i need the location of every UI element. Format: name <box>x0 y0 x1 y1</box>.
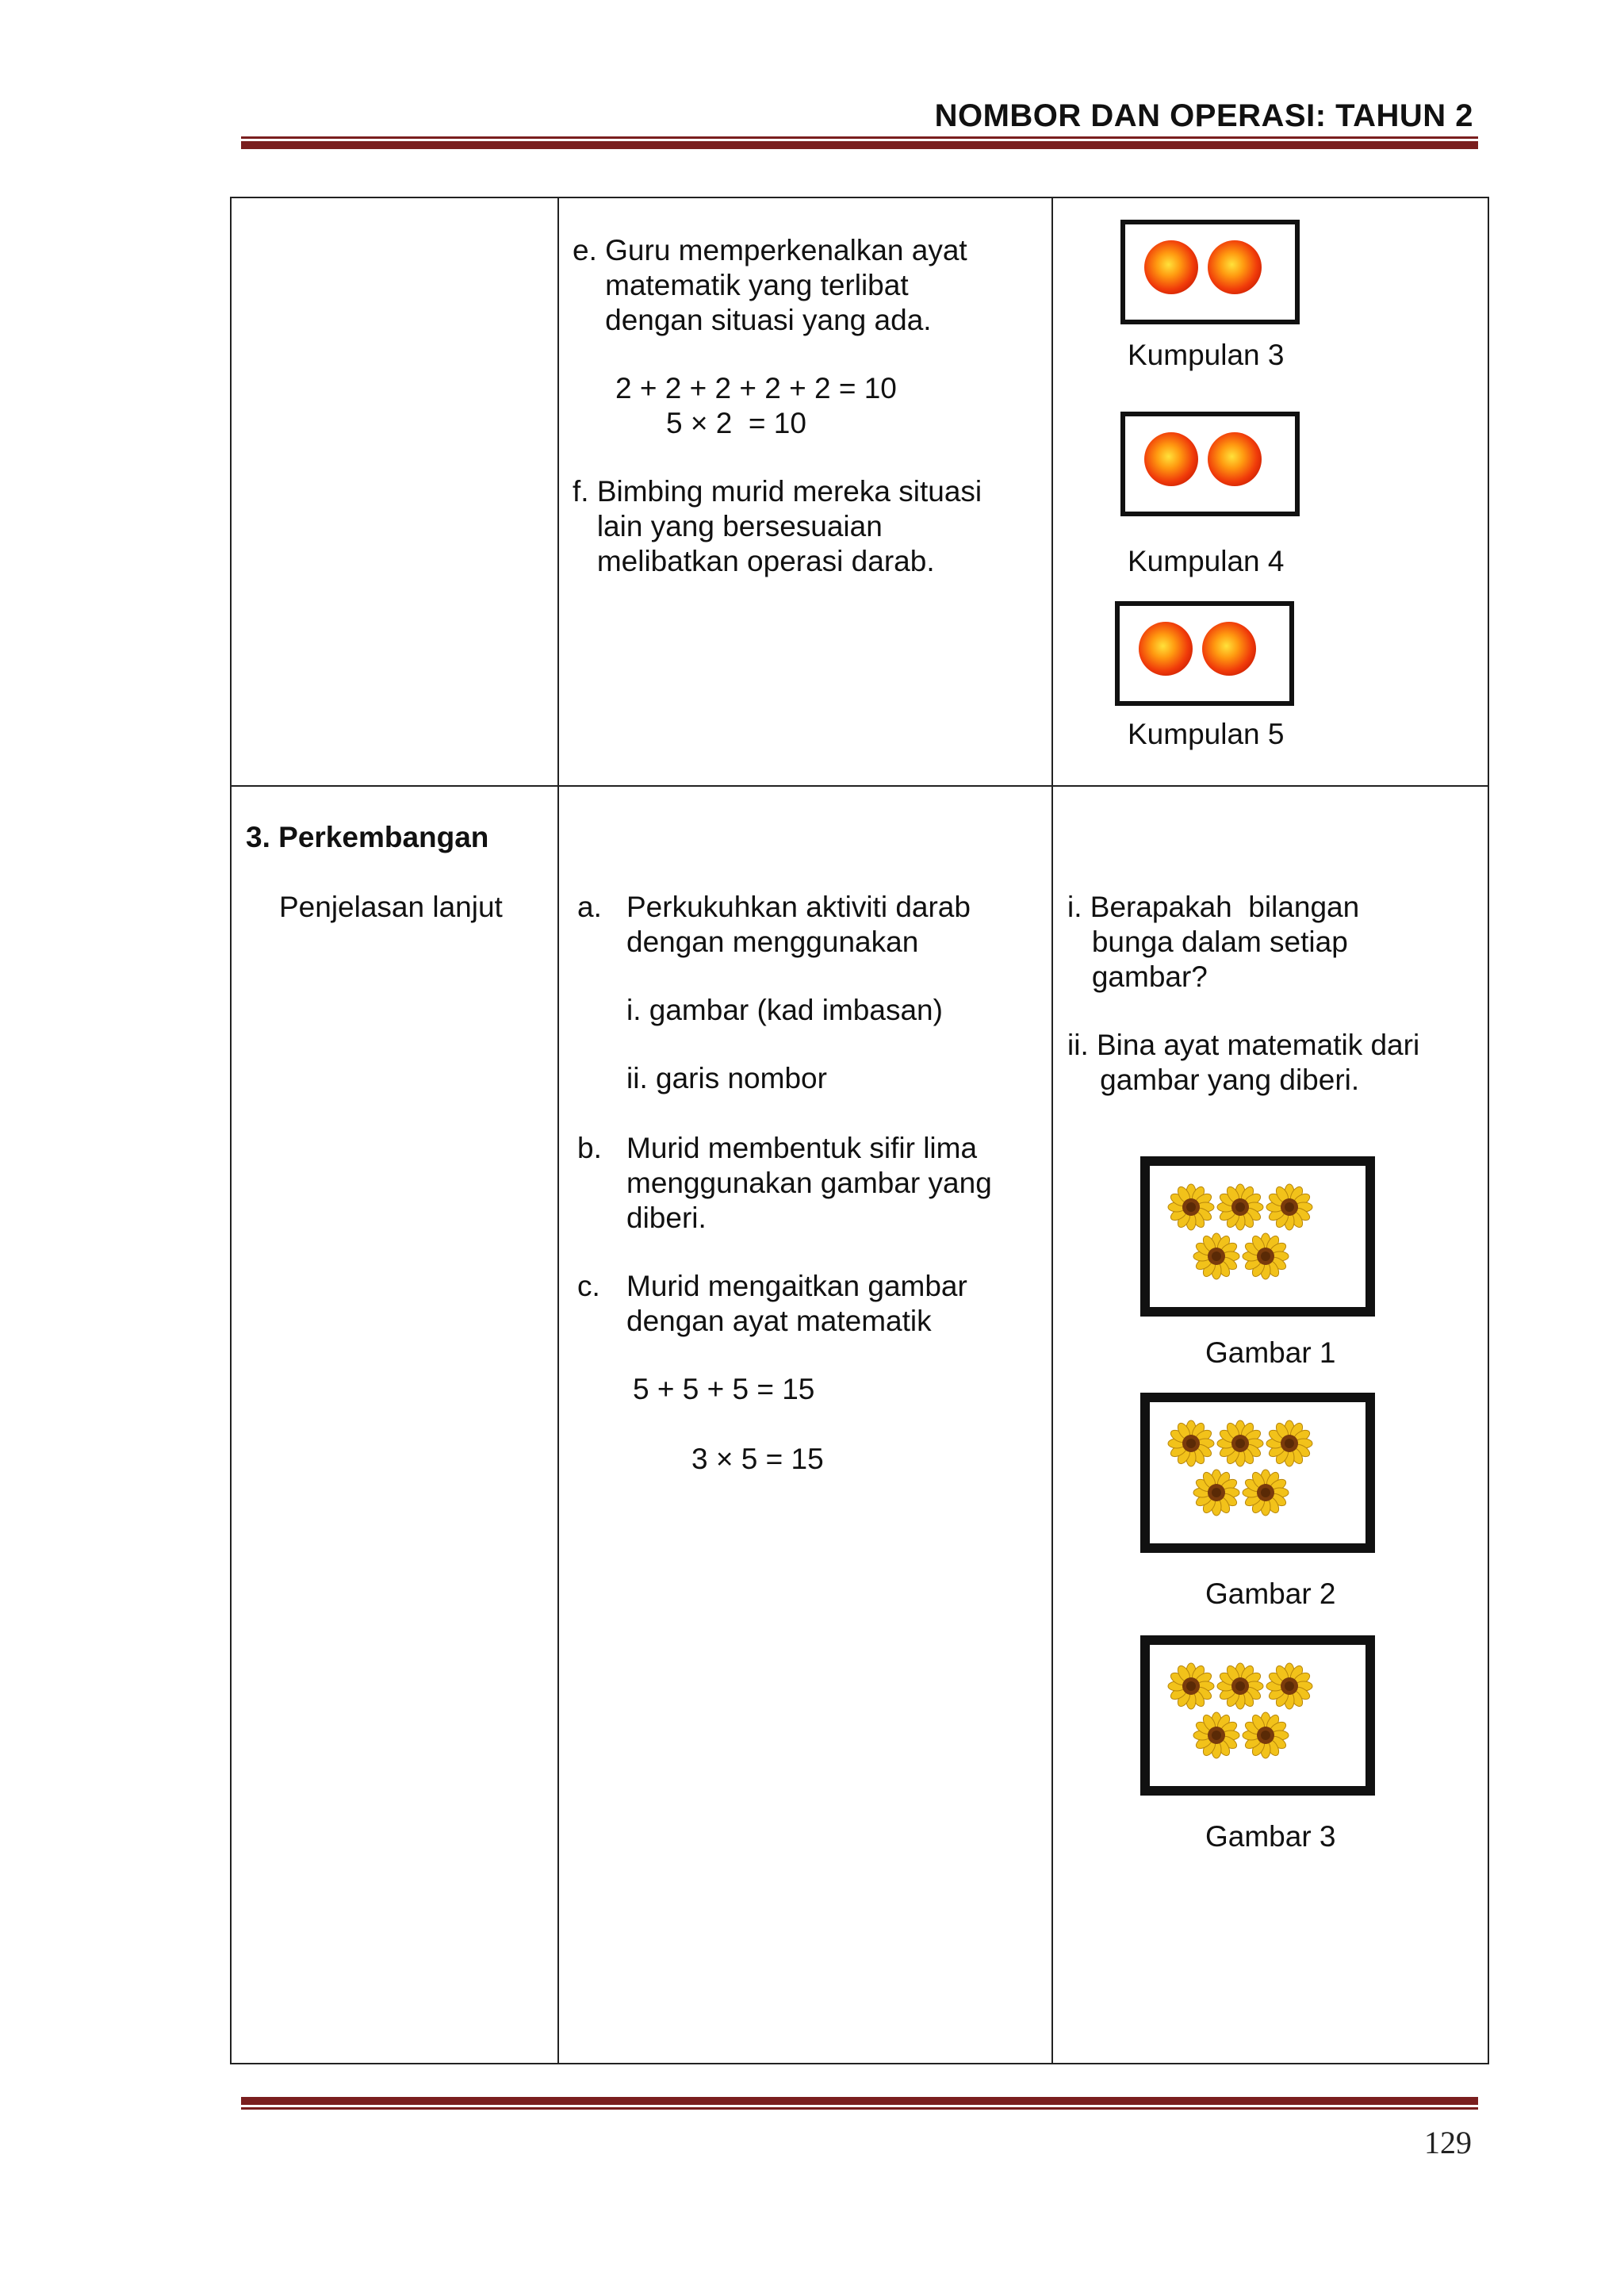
equation-five-multiplication: 3 × 5 = 15 <box>691 1443 824 1475</box>
step-b-line1: Murid membentuk sifir lima <box>626 1132 978 1164</box>
step-c-line1: Murid mengaitkan gambar <box>626 1270 967 1302</box>
sunflower-icon <box>1193 1232 1240 1280</box>
section-subheading: Penjelasan lanjut <box>279 891 503 923</box>
picture-3-frame <box>1140 1635 1375 1796</box>
sunflower-icon <box>1242 1232 1289 1280</box>
equation-five-addition: 5 + 5 + 5 = 15 <box>633 1373 815 1405</box>
sunflower-icon <box>1216 1662 1264 1710</box>
sunflower-icon <box>1216 1420 1264 1467</box>
sunflower-icon <box>1266 1420 1313 1467</box>
question-ii-line2: gambar yang diberi. <box>1067 1064 1360 1096</box>
step-e-line1: e. Guru memperkenalkan ayat <box>573 234 967 266</box>
column-divider-2 <box>1051 198 1053 2063</box>
group-3-box <box>1120 220 1300 324</box>
question-ii-line1: ii. Bina ayat matematik dari <box>1067 1029 1420 1061</box>
group-4-label: Kumpulan 4 <box>1128 545 1285 577</box>
footer-rule-thick <box>241 2097 1478 2105</box>
picture-1-label: Gambar 1 <box>1205 1336 1336 1369</box>
step-c-line2: dengan ayat matematik <box>626 1305 932 1337</box>
picture-3-label: Gambar 3 <box>1205 1820 1336 1853</box>
sunflower-icon <box>1266 1183 1313 1231</box>
footer-rule-thin <box>241 2107 1478 2110</box>
sunflower-icon <box>1167 1420 1215 1467</box>
picture-2-label: Gambar 2 <box>1205 1577 1336 1610</box>
row-divider <box>232 785 1488 787</box>
lesson-table <box>230 197 1489 2064</box>
column-divider-1 <box>557 198 559 2063</box>
sunflower-icon <box>1193 1469 1240 1516</box>
sunflower-icon <box>1216 1183 1264 1231</box>
group-3-label: Kumpulan 3 <box>1128 339 1285 371</box>
step-e-line2: matematik yang terlibat <box>573 269 909 301</box>
step-a-line2: dengan menggunakan <box>626 926 919 958</box>
sunflower-icon <box>1167 1662 1215 1710</box>
group-5-box <box>1115 601 1294 706</box>
group-5-label: Kumpulan 5 <box>1128 718 1285 750</box>
step-c-marker: c. <box>577 1270 600 1302</box>
red-orange-ball-icon <box>1144 432 1198 486</box>
step-a-marker: a. <box>577 891 602 923</box>
step-a-line1: Perkukuhkan aktiviti darab <box>626 891 971 923</box>
header-rule-thin <box>241 136 1478 139</box>
step-a-sub-ii: ii. garis nombor <box>626 1062 827 1094</box>
step-b-marker: b. <box>577 1132 602 1164</box>
red-orange-ball-icon <box>1208 240 1262 294</box>
step-e-line3: dengan situasi yang ada. <box>573 304 932 336</box>
step-b-line2: menggunakan gambar yang <box>626 1167 992 1199</box>
group-4-box <box>1120 412 1300 516</box>
step-f-line3: melibatkan operasi darab. <box>573 545 935 577</box>
step-f-line2: lain yang bersesuaian <box>573 510 883 542</box>
header-rule-thick <box>241 141 1478 149</box>
sunflower-icon <box>1266 1662 1313 1710</box>
picture-1-frame <box>1140 1156 1375 1317</box>
step-b-line3: diberi. <box>626 1202 707 1234</box>
page-header-title: NOMBOR DAN OPERASI: TAHUN 2 <box>934 98 1473 133</box>
red-orange-ball-icon <box>1202 622 1256 676</box>
picture-2-frame <box>1140 1393 1375 1553</box>
step-f-line1: f. Bimbing murid mereka situasi <box>573 475 982 508</box>
sunflower-icon <box>1242 1469 1289 1516</box>
sunflower-icon <box>1167 1183 1215 1231</box>
sunflower-icon <box>1193 1711 1240 1759</box>
red-orange-ball-icon <box>1139 622 1193 676</box>
question-i-line1: i. Berapakah bilangan <box>1067 891 1360 923</box>
equation-multiplication: 5 × 2 = 10 <box>666 407 806 439</box>
question-i-line2: bunga dalam setiap <box>1067 926 1348 958</box>
red-orange-ball-icon <box>1144 240 1198 294</box>
page-number: 129 <box>1424 2125 1472 2160</box>
red-orange-ball-icon <box>1208 432 1262 486</box>
sunflower-icon <box>1242 1711 1289 1759</box>
step-a-sub-i: i. gambar (kad imbasan) <box>626 994 943 1026</box>
section-heading: 3. Perkembangan <box>246 821 489 853</box>
question-i-line3: gambar? <box>1067 960 1208 993</box>
equation-repeated-addition: 2 + 2 + 2 + 2 + 2 = 10 <box>615 372 897 404</box>
